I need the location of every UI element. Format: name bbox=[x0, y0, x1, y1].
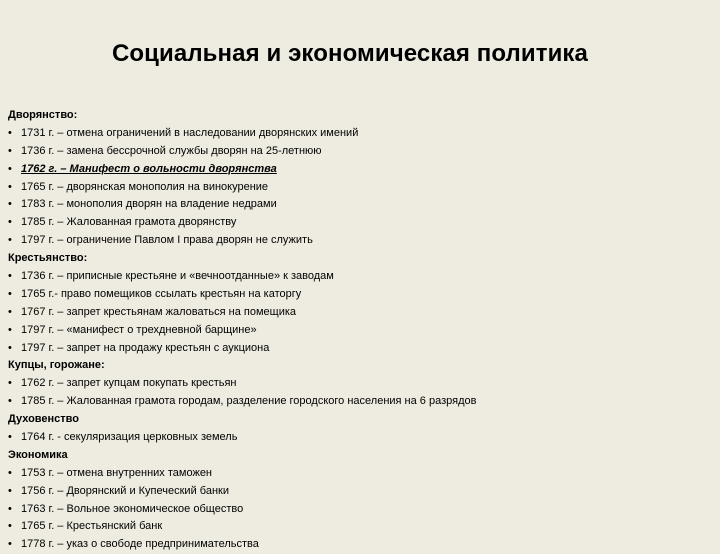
bullet-icon: • bbox=[8, 502, 12, 515]
list-item bbox=[8, 143, 708, 161]
list-item bbox=[8, 483, 708, 501]
section-heading: Дворянство: bbox=[8, 109, 78, 121]
list-item-text: 1756 г. – Дворянский и Купеческий банки bbox=[21, 484, 229, 497]
list-item-text: 1753 г. – отмена внутренних таможен bbox=[21, 466, 213, 479]
list-item bbox=[8, 286, 708, 304]
list-item-text: 1797 г. – ограничение Павлом I права дворян не служить bbox=[21, 234, 313, 247]
list-item bbox=[8, 375, 708, 393]
list-item bbox=[8, 393, 708, 411]
list-item bbox=[8, 322, 708, 340]
list-item-text: 1763 г. – Вольное экономическое общество bbox=[21, 502, 244, 515]
list-item-text: 1736 г. – приписные крестьяне и «вечноотданные» к заводам bbox=[21, 270, 334, 283]
list-item bbox=[8, 465, 708, 483]
bullet-icon: • bbox=[8, 323, 12, 336]
section-heading: Крестьянство: bbox=[8, 252, 88, 265]
bullet-icon: • bbox=[8, 126, 12, 139]
list-item bbox=[8, 501, 708, 519]
list-item-text: 1765 г.- право помещиков ссылать крестьян на каторгу bbox=[21, 287, 302, 300]
policy-list bbox=[8, 107, 708, 554]
bullet-icon: • bbox=[8, 270, 12, 283]
list-item bbox=[8, 232, 708, 250]
bullet-icon: • bbox=[8, 198, 12, 211]
list-item bbox=[8, 125, 708, 143]
list-item bbox=[8, 518, 708, 536]
list-item bbox=[8, 536, 708, 554]
list-item-text: 1778 г. – указ о свободе предпринимательства bbox=[21, 538, 259, 551]
list-item bbox=[8, 196, 708, 214]
bullet-icon: • bbox=[8, 520, 12, 533]
section-heading: Духовенство bbox=[8, 413, 80, 426]
bullet-icon: • bbox=[8, 377, 12, 390]
list-item-text: 1767 г. – запрет крестьянам жаловаться на помещика bbox=[21, 305, 297, 318]
bullet-icon: • bbox=[8, 216, 12, 229]
list-item bbox=[8, 214, 708, 232]
bullet-icon: • bbox=[8, 305, 12, 318]
list-item bbox=[8, 340, 708, 358]
bullet-icon: • bbox=[8, 162, 12, 175]
bullet-icon: • bbox=[8, 395, 12, 408]
list-item-text: 1797 г. – запрет на продажу крестьян с аукциона bbox=[21, 341, 270, 354]
list-item bbox=[8, 179, 708, 197]
list-item-text: 1731 г. – отмена ограничений в наследовании дворянских имений bbox=[21, 126, 359, 139]
list-item bbox=[8, 161, 708, 179]
list-item-text: 1762 г. – Манифест о вольности дворянства bbox=[21, 162, 277, 175]
bullet-icon: • bbox=[8, 234, 12, 247]
bullet-icon: • bbox=[8, 144, 12, 157]
bullet-icon: • bbox=[8, 287, 12, 300]
list-item-text: 1797 г. – «манифест о трехдневной барщине» bbox=[21, 323, 257, 336]
bullet-icon: • bbox=[8, 538, 12, 551]
list-item bbox=[8, 268, 708, 286]
bullet-icon: • bbox=[8, 341, 12, 354]
list-item-text: 1736 г. – замена бессрочной службы дворян на 25-летнюю bbox=[21, 144, 322, 157]
list-item-text: 1762 г. – запрет купцам покупать крестьян bbox=[21, 377, 237, 390]
bullet-icon: • bbox=[8, 180, 12, 193]
list-item bbox=[8, 304, 708, 322]
list-item-text: 1765 г. – дворянская монополия на винокурение bbox=[21, 180, 269, 193]
list-item-text: 1765 г. – Крестьянский банк bbox=[21, 520, 163, 533]
section-heading: Экономика bbox=[8, 448, 68, 461]
section-heading: Купцы, горожане: bbox=[8, 359, 105, 372]
bullet-icon: • bbox=[8, 484, 12, 497]
list-item bbox=[8, 429, 708, 447]
list-item-text: 1764 г. - секуляризация церковных земель bbox=[21, 431, 238, 444]
bullet-icon: • bbox=[8, 431, 12, 444]
list-item-text: 1783 г. – монополия дворян на владение недрами bbox=[21, 198, 277, 211]
list-item-text: 1785 г. – Жалованная грамота дворянству bbox=[21, 216, 237, 229]
list-item-text: 1785 г. – Жалованная грамота городам, разделение городского населения на 6 разрядов bbox=[21, 395, 477, 408]
bullet-icon: • bbox=[8, 466, 12, 479]
slide-title: Социальная и экономическая политика bbox=[111, 40, 588, 67]
